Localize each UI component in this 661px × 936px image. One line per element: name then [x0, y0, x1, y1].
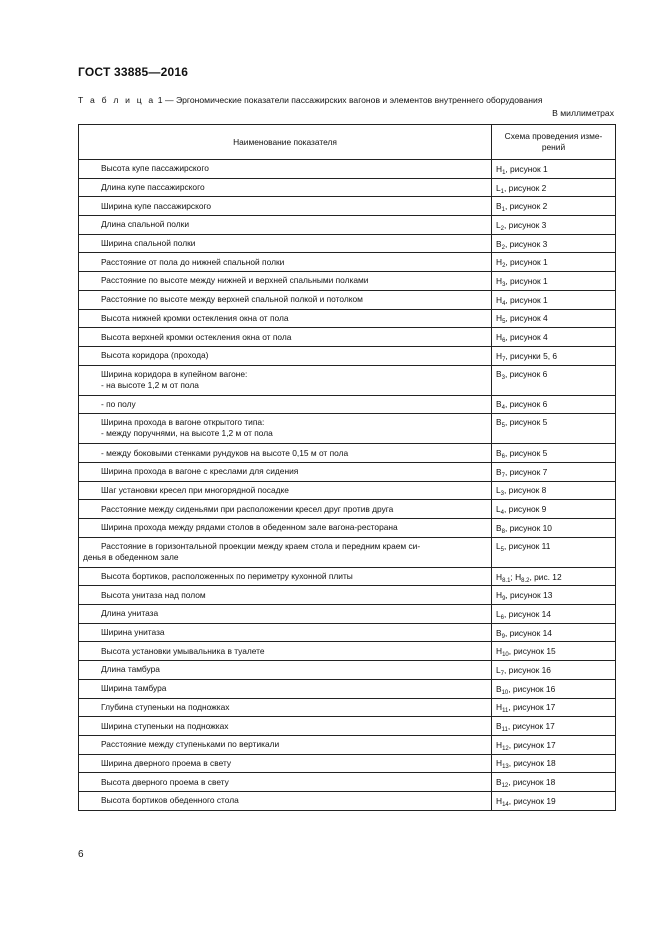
dimension-symbol: H: [496, 571, 503, 582]
measurement-scheme-cell: [492, 735, 616, 754]
table-row: [79, 717, 616, 736]
figure-reference: , рисунок 3: [504, 219, 547, 230]
indicator-name-cell: [79, 605, 492, 624]
table-row: [79, 462, 616, 481]
dimension-symbol: H: [496, 590, 503, 601]
measurement-scheme-cell: [492, 754, 616, 773]
figure-reference: , рисунок 1: [505, 275, 548, 286]
measurement-scheme-cell: [492, 791, 616, 810]
dimension-symbol: B: [496, 417, 502, 428]
dimension-symbol: B: [496, 201, 502, 212]
dimension-index: 5: [502, 319, 506, 326]
table-row: [79, 586, 616, 605]
indicator-name-line: Ширина тамбура: [101, 683, 167, 694]
figure-reference: , рисунок 7: [504, 466, 548, 477]
dimension-index: 1: [502, 169, 506, 176]
dimension-index: 7: [502, 356, 506, 363]
indicator-name-line: Ширина ступеньки на подножках: [101, 720, 229, 731]
measurement-scheme-cell: [492, 365, 616, 395]
dimension-index: 3: [500, 491, 505, 498]
figure-reference: , рисунок 15: [508, 646, 556, 657]
measurement-scheme-cell: [492, 328, 616, 347]
indicator-name-cell: [79, 519, 492, 538]
dimension-symbol: B: [496, 466, 502, 477]
dimension-index: 13: [502, 764, 509, 771]
table-row: [79, 754, 616, 773]
indicator-name-cell: [79, 414, 492, 444]
measurement-scheme-cell: [492, 178, 616, 197]
table-row: [79, 272, 616, 291]
table-row: [79, 661, 616, 680]
measurement-scheme-cell: [492, 519, 616, 538]
indicator-name-cell: [79, 197, 492, 216]
dimension-symbol: B: [496, 721, 502, 732]
table-row: [79, 679, 616, 698]
indicator-name-cell: [79, 253, 492, 272]
dimension-symbol: H: [496, 275, 503, 286]
dimension-index: 9: [502, 596, 506, 603]
figure-reference: , рисунок 10: [504, 522, 552, 533]
table-row: [79, 519, 616, 538]
dimension-index: 4: [502, 300, 506, 307]
figure-reference: , рисунок 4: [505, 332, 548, 343]
indicator-name-line: Ширина прохода в вагоне с креслами для сидения: [101, 466, 299, 477]
dimension-symbol: H: [496, 257, 503, 268]
indicator-name-cell: [79, 717, 492, 736]
figure-reference: , рисунок 16: [504, 664, 551, 675]
indicator-name-cell: [79, 754, 492, 773]
table-row: [79, 444, 616, 463]
indicator-name-line: Длина спальной полки: [101, 219, 190, 230]
table-row: [79, 234, 616, 253]
dimension-index: 10: [502, 652, 509, 659]
table-row: [79, 216, 616, 235]
measurement-scheme-cell: [492, 605, 616, 624]
figure-reference: , рисунок 2: [504, 182, 547, 193]
table-row: [79, 309, 616, 328]
indicator-name-cell: [79, 661, 492, 680]
dimension-symbol: B: [496, 399, 502, 410]
indicator-name-line: Шаг установки кресел при многорядной посадке: [101, 484, 289, 495]
indicator-name-cell: [79, 679, 492, 698]
dimension-index: 14: [502, 801, 509, 808]
indicator-name-line: Ширина спальной полки: [101, 238, 196, 249]
indicator-name-line: Расстояние по высоте между нижней и верхней спальными полками: [101, 275, 369, 286]
page-number: 6: [78, 849, 84, 860]
indicator-name-cell: [79, 290, 492, 309]
figure-reference: , рисунок 18: [508, 777, 556, 788]
figure-reference: , рисунок 19: [508, 795, 556, 806]
indicator-name-cell: [79, 773, 492, 792]
indicator-name-cell: [79, 586, 492, 605]
indicator-name-line: - между боковыми стенками рундуков на высоте 0,15 м от пола: [101, 447, 349, 458]
indicator-name-cell: [79, 234, 492, 253]
table-row: [79, 414, 616, 444]
dimension-symbol: L: [496, 504, 501, 515]
dimension-symbol: L: [496, 608, 501, 619]
dimension-symbol: H: [496, 758, 503, 769]
indicator-name-cell: [79, 444, 492, 463]
indicator-name-cell: [79, 500, 492, 519]
dimension-index: 8.1: [502, 577, 511, 584]
indicator-name-cell: [79, 395, 492, 414]
dimension-index: 9: [501, 633, 505, 640]
figure-reference: , рисунок 1: [505, 294, 548, 305]
indicator-name-cell: [79, 567, 492, 586]
dimension-symbol: B: [496, 238, 502, 249]
indicator-name-line: Длина унитаза: [101, 608, 159, 619]
table-caption-text: — Эргономические показатели пассажирских вагонов и элементов внутреннего оборудования: [164, 95, 543, 105]
table-row: [79, 290, 616, 309]
indicator-name-line: Высота верхней кромки остекления окна от пола: [101, 331, 292, 342]
indicator-name-line: Ширина прохода между рядами столов в обеденном зале вагона-ресторана: [101, 522, 398, 533]
figure-reference: , рисунок 1: [505, 257, 548, 268]
dimension-index: 4: [500, 510, 505, 517]
indicator-name-line: Расстояние по высоте между верхней спальной полкой и потолком: [101, 294, 363, 305]
table-row: [79, 773, 616, 792]
measurement-scheme-cell: [492, 253, 616, 272]
indicator-name-line: Расстояние между сиденьями при расположении кресел друг против друга: [101, 503, 394, 514]
dimension-symbol: H: [515, 571, 522, 582]
indicator-name-line: Высота унитаза над полом: [101, 589, 206, 600]
indicator-name-line: Высота установки умывальника в туалете: [101, 645, 265, 656]
dimension-index: 5: [500, 546, 505, 553]
indicator-name-cell: [79, 272, 492, 291]
indicator-name-line: Высота коридора (прохода): [101, 350, 209, 361]
indicator-name-line: Высота купе пассажирского: [101, 163, 209, 174]
dimension-symbol: H: [496, 163, 503, 174]
figure-reference: , рисунок 8: [504, 485, 547, 496]
dimension-symbol: L: [496, 485, 501, 496]
indicator-name-line: - по полу: [101, 398, 136, 409]
measurement-scheme-cell: [492, 537, 616, 567]
dimension-index: 6: [501, 454, 505, 461]
table-row: [79, 395, 616, 414]
indicator-name-line: Длина купе пассажирского: [101, 182, 205, 193]
indicator-name-line: Расстояние между ступеньками по вертикали: [101, 739, 280, 750]
measurement-scheme-cell: [492, 586, 616, 605]
dimension-symbol: B: [496, 448, 502, 459]
table-row: [79, 178, 616, 197]
measurement-scheme-cell: [492, 623, 616, 642]
table-caption: [78, 95, 614, 105]
table-row: [79, 328, 616, 347]
table-row: [79, 481, 616, 500]
dimension-symbol: L: [496, 219, 501, 230]
dimension-symbol: B: [496, 522, 502, 533]
dimension-symbol: H: [496, 332, 503, 343]
indicator-name-line: денья в обеденном зале: [83, 551, 179, 562]
table-header-row: [79, 125, 616, 160]
figure-reference: , рисунок 9: [504, 504, 547, 515]
indicator-name-cell: [79, 309, 492, 328]
dimension-symbol: H: [496, 350, 503, 361]
measurement-scheme-cell: [492, 234, 616, 253]
figure-reference: , рисунок 6: [504, 399, 548, 410]
indicator-name-line: Высота бортиков, расположенных по периметру кухонной плиты: [101, 571, 353, 582]
figure-reference: , рисунок 17: [508, 702, 556, 713]
dimension-symbol: H: [496, 795, 503, 806]
figure-reference: , рисунок 13: [505, 590, 553, 601]
indicator-name-line: Ширина купе пассажирского: [101, 200, 212, 211]
measurement-scheme-cell: [492, 346, 616, 365]
table-row: [79, 160, 616, 179]
measurement-scheme-cell: [492, 481, 616, 500]
indicator-name-line: - на высоте 1,2 м от пола: [101, 379, 199, 390]
indicator-name-line: Расстояние от пола до нижней спальной полки: [101, 256, 285, 267]
dimension-index: 7: [500, 670, 505, 677]
figure-reference: , рисунок 3: [504, 238, 548, 249]
table-row: [79, 197, 616, 216]
dimension-symbol: H: [496, 294, 503, 305]
figure-reference: , рисунок 14: [504, 627, 552, 638]
measurement-scheme-cell: [492, 160, 616, 179]
indicator-name-line: Ширина дверного проема в свету: [101, 757, 232, 768]
dimension-symbol: B: [496, 627, 502, 638]
measurement-scheme-cell: [492, 414, 616, 444]
figure-reference: , рисунок 16: [508, 683, 556, 694]
indicator-name-cell: [79, 365, 492, 395]
indicator-name-cell: [79, 642, 492, 661]
table-caption-label: Т а б л и ц а: [78, 95, 156, 105]
dimension-symbol: B: [496, 683, 502, 694]
table-row: [79, 567, 616, 586]
dimension-symbol: H: [496, 646, 503, 657]
indicator-name-cell: [79, 462, 492, 481]
table-row: [79, 500, 616, 519]
table-row: [79, 346, 616, 365]
measurement-scheme-cell: [492, 679, 616, 698]
measurement-scheme-cell: [492, 395, 616, 414]
table-row: [79, 365, 616, 395]
dimension-index: 11: [502, 708, 509, 715]
measurement-scheme-cell: [492, 661, 616, 680]
figure-reference: , рисунок 1: [505, 163, 548, 174]
measurement-scheme-cell: [492, 444, 616, 463]
dimension-index: 10: [501, 689, 509, 696]
indicator-name-cell: [79, 216, 492, 235]
table-row: [79, 698, 616, 717]
dimension-index: 3: [502, 281, 506, 288]
dimension-symbol: L: [496, 540, 501, 551]
measurement-scheme-cell: [492, 309, 616, 328]
table-row: [79, 623, 616, 642]
indicator-name-cell: [79, 623, 492, 642]
figure-reference: , рисунок 5: [504, 448, 548, 459]
table-row: [79, 537, 616, 567]
document-code: ГОСТ 33885—2016: [78, 65, 189, 79]
dimension-index: 8.2: [521, 577, 530, 584]
dimension-symbol: L: [496, 182, 501, 193]
dimension-symbol: H: [496, 702, 503, 713]
header-measurement-scheme: Схема проведения изме-рений: [492, 125, 616, 160]
dimension-index: 2: [502, 263, 506, 270]
figure-reference: , рисунок 2: [504, 201, 548, 212]
indicator-name-line: Высота бортиков обеденного стола: [101, 795, 239, 806]
indicator-name-cell: [79, 160, 492, 179]
measurement-scheme-cell: [492, 272, 616, 291]
figure-reference: , рисунок 17: [507, 721, 555, 732]
indicator-name-cell: [79, 698, 492, 717]
indicator-name-cell: [79, 328, 492, 347]
measurement-scheme-cell: [492, 642, 616, 661]
table-row: [79, 735, 616, 754]
indicators-table: [78, 124, 616, 811]
measurement-scheme-cell: [492, 197, 616, 216]
table-units: В миллиметрах: [552, 108, 614, 118]
dimension-index: 1: [500, 188, 505, 195]
table-row: [79, 605, 616, 624]
dimension-index: 8: [501, 528, 505, 535]
measurement-scheme-cell: [492, 717, 616, 736]
dimension-symbol: L: [496, 664, 501, 675]
indicator-name-line: Высота дверного проема в свету: [101, 776, 229, 787]
indicator-name-cell: [79, 791, 492, 810]
figure-reference: , рисунок 4: [505, 313, 548, 324]
indicator-name-cell: [79, 537, 492, 567]
figure-reference: , рисунки 5, 6: [505, 350, 558, 361]
measurement-scheme-cell: [492, 773, 616, 792]
indicator-name-line: Высота нижней кромки остекления окна от пола: [101, 312, 289, 323]
indicator-name-cell: [79, 346, 492, 365]
dimension-index: 7: [501, 472, 505, 479]
dimension-index: 4: [501, 405, 505, 412]
indicator-name-line: Глубина ступеньки на подножках: [101, 701, 230, 712]
dimension-index: 2: [501, 244, 505, 251]
table-row: [79, 791, 616, 810]
dimension-symbol: B: [496, 368, 502, 379]
measurement-scheme-cell: [492, 290, 616, 309]
figure-reference: , рисунок 17: [508, 739, 556, 750]
measurement-scheme-cell: [492, 500, 616, 519]
dimension-index: 2: [500, 225, 505, 232]
figure-reference: , рисунок 6: [504, 368, 548, 379]
indicator-name-line: Ширина прохода в вагоне открытого типа:: [101, 417, 265, 428]
indicator-name-line: Ширина коридора в купейном вагоне:: [101, 368, 248, 379]
indicator-name-cell: [79, 178, 492, 197]
dimension-index: 12: [501, 783, 509, 790]
dimension-index: 5: [501, 423, 505, 430]
figure-reference: , рисунок 11: [504, 540, 551, 551]
indicator-name-line: Расстояние в горизонтальной проекции между краем стола и передним краем си-: [101, 540, 421, 551]
figure-reference: , рисунок 14: [504, 608, 551, 619]
measurement-scheme-cell: [492, 698, 616, 717]
dimension-index: 1: [501, 207, 505, 214]
measurement-scheme-cell: [492, 462, 616, 481]
indicator-name-line: Ширина унитаза: [101, 627, 165, 638]
measurement-scheme-cell: [492, 216, 616, 235]
table-row: [79, 642, 616, 661]
dimension-index: 6: [502, 338, 506, 345]
indicator-name-cell: [79, 735, 492, 754]
dimension-index: 6: [500, 614, 505, 621]
dimension-index: 3: [501, 374, 505, 381]
dimension-index: 12: [502, 745, 509, 752]
measurement-scheme-cell: $H_{8.1}$; $H_{8.2}$, рис. 12: [492, 567, 616, 586]
dimension-symbol: H: [496, 313, 503, 324]
dimension-symbol: H: [496, 739, 503, 750]
indicator-name-line: Длина тамбура: [101, 664, 160, 675]
indicator-name-line: - между поручнями, на высоте 1,2 м от пола: [101, 428, 273, 439]
indicator-name-cell: [79, 481, 492, 500]
table-caption-number: 1: [157, 95, 163, 105]
figure-reference: , рисунок 5: [504, 417, 548, 428]
table-body: [79, 160, 616, 811]
dimension-symbol: B: [496, 777, 502, 788]
dimension-index: 11: [501, 727, 508, 734]
figure-reference: , рисунок 18: [508, 758, 556, 769]
table-row: [79, 253, 616, 272]
header-indicator-name: Наименование показателя: [79, 125, 492, 160]
figure-reference: , рис. 12: [529, 571, 562, 582]
